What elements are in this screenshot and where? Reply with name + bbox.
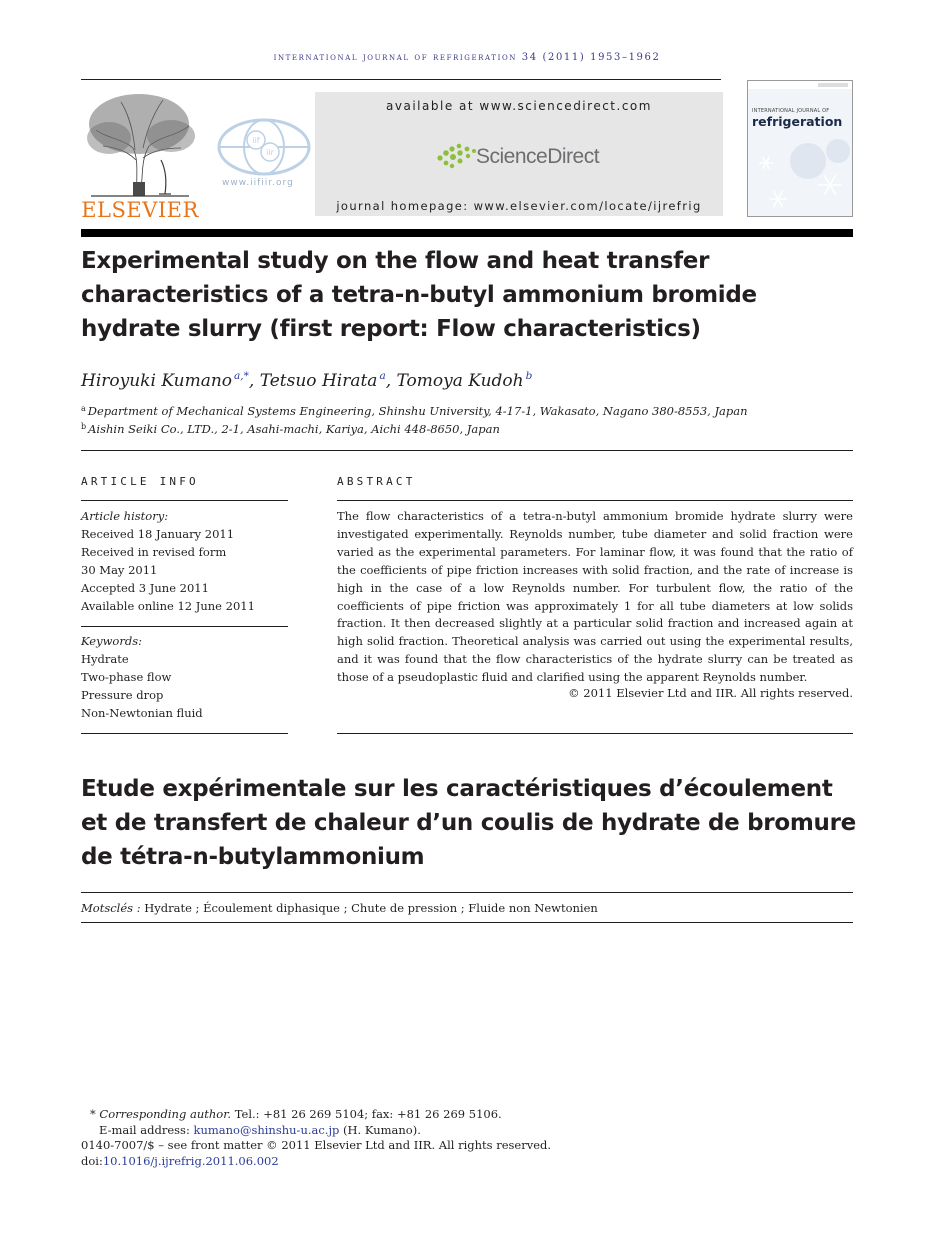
article-title: [81, 244, 861, 346]
abstract-rule: [337, 733, 853, 734]
author-name: Tomoya Kudoh: [396, 371, 524, 391]
author-list: [81, 370, 532, 391]
history-item: Available online 12 June 2011: [81, 599, 255, 613]
sciencedirect-wordmark: ScienceDirect: [476, 145, 600, 168]
title-line: characteristics of a tetra-n-butyl ammonium bromide: [81, 282, 757, 308]
french-title-line: de tétra-n-butylammonium: [81, 844, 425, 870]
author-affil-mark[interactable]: a,*: [234, 370, 249, 382]
keywords-label: Keywords:: [81, 634, 142, 648]
affiliation-mark: b: [81, 422, 87, 431]
abstract-copyright: © 2011 Elsevier Ltd and IIR. All rights reserved.: [568, 686, 853, 700]
keyword: Hydrate: [81, 652, 129, 666]
available-at-text[interactable]: available at www.sciencedirect.com: [386, 99, 652, 113]
abstract-heading: ABSTRACT: [337, 475, 416, 488]
corresponding-contact: Tel.: +81 26 269 5104; fax: +81 26 269 5106.: [234, 1107, 502, 1121]
svg-text:iif: iif: [252, 136, 260, 145]
author-name: Tetsuo Hirata: [259, 371, 378, 391]
title-line: Experimental study on the flow and heat transfer: [81, 248, 710, 274]
header-rule: [81, 79, 721, 80]
sciencedirect-dots-icon: [432, 138, 480, 176]
iifiir-url[interactable]: www.iifiir.org: [222, 178, 294, 188]
author-name: Hiroyuki Kumano: [81, 371, 233, 391]
history-item: Accepted 3 June 2011: [81, 581, 209, 595]
abstract-rule: [337, 500, 853, 501]
doi-label: doi:: [81, 1154, 103, 1168]
footnote-mark: *: [90, 1107, 96, 1121]
affiliation: [81, 404, 748, 418]
info-rule: [81, 500, 288, 501]
french-title-line: et de transfert de chaleur d’un coulis de hydrate de bromure: [81, 810, 856, 836]
author-affil-mark[interactable]: a: [379, 370, 386, 382]
cover-kicker: INTERNATIONAL JOURNAL OF: [752, 108, 830, 114]
corresponding-author-footnote: [90, 1107, 502, 1121]
keyword: Pressure drop: [81, 688, 164, 702]
affiliation-text: Aishin Seiki Co., LTD., 2-1, Asahi-machi, Kariya, Aichi 448-8650, Japan: [88, 422, 500, 436]
snowflake-icon: [748, 81, 852, 216]
history-item: 30 May 2011: [81, 563, 158, 577]
author-separator: ,: [385, 371, 397, 391]
history-label: Article history:: [81, 509, 169, 523]
french-title-line: Etude expérimentale sur les caractéristiques d’écoulement: [81, 776, 833, 802]
svg-text:iir: iir: [266, 148, 274, 157]
title-line: hydrate slurry (first report: Flow characteristics): [81, 316, 701, 342]
email-link[interactable]: kumano@shinshu-u.ac.jp: [193, 1123, 340, 1137]
section-rule: [81, 450, 853, 451]
running-head: international journal of refrigeration 34 (2011) 1953–1962: [273, 52, 661, 63]
corresponding-label: Corresponding author.: [99, 1107, 232, 1121]
iifiir-globe-logo: [216, 118, 312, 176]
info-rule: [81, 626, 288, 627]
keyword: Non-Newtonian fluid: [81, 706, 203, 720]
title-separator: [81, 229, 853, 237]
info-rule: [81, 733, 288, 734]
doi-line: [81, 1154, 279, 1168]
affiliation: [81, 422, 500, 436]
journal-cover-thumbnail: [747, 80, 853, 217]
history-item: Received 18 January 2011: [81, 527, 235, 541]
sciencedirect-logo: [432, 138, 612, 176]
motscles-text: Hydrate ; Écoulement diphasique ; Chute de pression ; Fluide non Newtonien: [144, 901, 598, 915]
section-rule: [81, 922, 853, 923]
article-info-heading: ARTICLE INFO: [81, 475, 199, 488]
email-name: (H. Kumano).: [343, 1123, 421, 1137]
author-affil-mark[interactable]: b: [525, 370, 533, 382]
doi-link[interactable]: 10.1016/j.ijrefrig.2011.06.002: [102, 1154, 279, 1168]
history-item: Received in revised form: [81, 545, 227, 559]
cover-title: refrigeration: [752, 114, 843, 129]
author-separator: ,: [248, 371, 260, 391]
keyword: Two-phase flow: [81, 670, 172, 684]
motscles-label: Motsclés :: [81, 901, 141, 915]
elsevier-wordmark: ELSEVIER: [81, 198, 199, 222]
front-matter-line: 0140-7007/$ – see front matter © 2011 Elsevier Ltd and IIR. All rights reserved.: [81, 1138, 552, 1152]
section-rule: [81, 892, 853, 893]
motscles-line: [81, 901, 598, 915]
email-label: E-mail address:: [99, 1123, 190, 1137]
affiliation-text: Department of Mechanical Systems Engineering, Shinshu University, 4-17-1, Wakasato, Nagano 380-8553, Japan: [87, 404, 748, 418]
french-title: [81, 772, 871, 874]
abstract-text: The flow characteristics of a tetra-n-butyl ammonium bromide hydrate slurry were investigated experimentally. Reynolds number, tube diameter and solid fraction were varied as the experimental parameters. For laminar flow, it was found that the ratio of the coefficients of pipe friction increases with solid fraction, and the rate of increase is high in the case of a low Reynolds number. For turbulent flow, the ratio of the coefficients of pipe friction was approximately 1 for all tube diameters at low solids fraction. It then decreased slightly at a particular solid fraction and increased again at high solid fraction. Theoretical analysis was carried out using the experimental results, and it was found that the flow characteristics of the hydrate slurry can be treated as those of a pseudoplastic fluid and clarified using the apparent Reynolds number.: [337, 509, 853, 685]
journal-homepage-text[interactable]: journal homepage: www.elsevier.com/locate/ijrefrig: [336, 199, 702, 213]
affiliation-mark: a: [81, 404, 86, 413]
email-footnote: [99, 1123, 421, 1137]
